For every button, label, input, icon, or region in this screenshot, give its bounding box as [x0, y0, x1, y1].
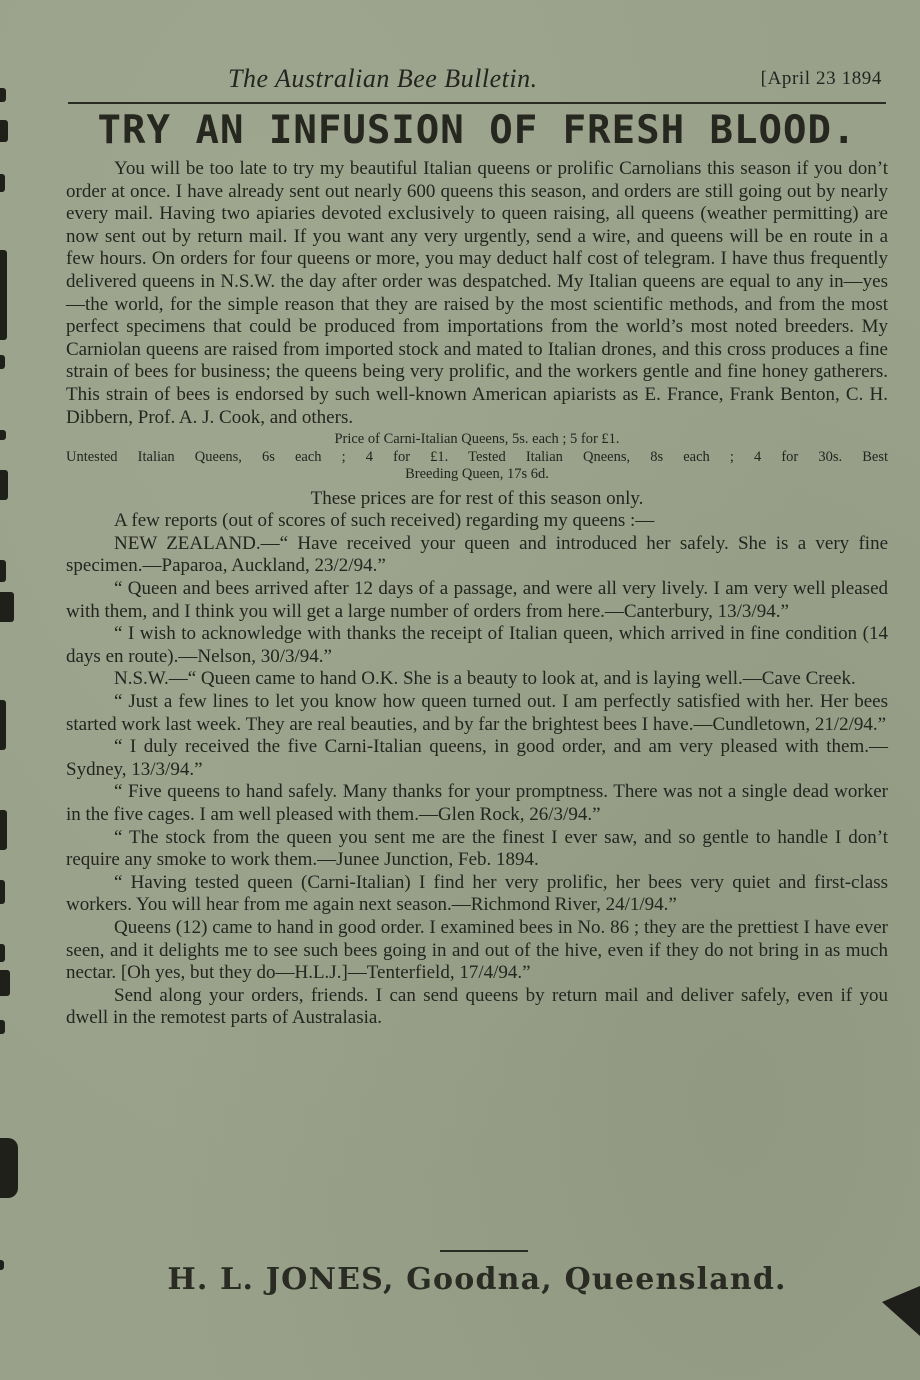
- binding-mark: [0, 810, 7, 850]
- binding-mark: [0, 970, 10, 996]
- signature-divider: [440, 1250, 528, 1252]
- binding-mark: [0, 174, 5, 192]
- testimonial: “ I duly received the five Carni-Italian queens, in good order, and am very pleased with them.—Sydney, 13/3/94.”: [66, 736, 888, 780]
- price-line: Untested Italian Queens, 6s each ; 4 for £1. Tested Italian Qneens, 8s each ; 4 for 30s. Best: [66, 448, 888, 465]
- binding-mark: [0, 430, 6, 440]
- binding-mark: [0, 1260, 4, 1270]
- binding-mark: [0, 592, 14, 622]
- testimonial: N.S.W.—“ Queen came to hand O.K. She is a beauty to look at, and is laying well.—Cave Creek.: [114, 668, 856, 690]
- price-line: Breeding Queen, 17s 6d.: [405, 466, 549, 483]
- testimonial: “ Having tested queen (Carni-Italian) I find her very prolific, her bees very quiet and first-class workers. You will hear from me again next season.—Richmond River, 24/1/94.”: [66, 871, 888, 916]
- running-title: The Australian Bee Bulletin.: [228, 64, 538, 93]
- price-line: Price of Carni-Italian Queens, 5s. each ; 5 for £1.: [334, 431, 620, 448]
- binding-mark: [0, 88, 6, 102]
- intro-paragraph: You will be too late to try my beautiful Italian queens or prolific Carnolians this season if you don’t order at once. I have already sent out nearly 600 queens this season, and orders are still going out by nearly every mail. Having two apiaries devoted exclusively to queen raising, all queens (weather permitting) are now sent out by return mail. If you want any very urgently, send a wire, and queens will be en route in a few hours. On orders for four queens or more, you may deduct half cost of telegram. I have thus frequently delivered queens in N.S.W. the day after order was despatched. My Italian queens are equal to any in—yes—the world, for the simple reason that they are raised by the most scientific methods, and from the most perfect specimens that could be produced from importations from the world’s most noted breeders. My Carniolan queens are raised from imported stock and mated to Italian drones, and this cross produces a fine strain of bees for business; the queens being very prolific, and the workers gentle and fine honey gatherers. This strain of bees is endorsed by such well-known American apiarists as E. France, Frank Benton, C. H. Dibbern, Prof. A. J. Cook, and others.: [66, 158, 888, 428]
- header-rule: [68, 102, 886, 104]
- binding-mark: [0, 1138, 18, 1198]
- season-note: These prices are for rest of this season only.: [310, 487, 644, 509]
- reports-intro: A few reports (out of scores of such received) regarding my queens :—: [114, 510, 655, 532]
- testimonial: “ Five queens to hand safely. Many thanks for your promptness. There was not a single dead worker in the five cages. I am well pleased with them.—Glen Rock, 26/3/94.”: [66, 781, 888, 825]
- binding-mark: [0, 700, 6, 750]
- advertiser-signature: H. L. JONES, Goodna, Queensland.: [167, 1262, 787, 1297]
- binding-mark: [0, 1020, 5, 1034]
- testimonial: “ The stock from the queen you sent me are the finest I ever saw, and so gentle to handle I don’t require any smoke to work them.—Junee Junction, Feb. 1894.: [66, 826, 888, 871]
- price-list: [66, 431, 888, 484]
- issue-date: [April 23 1894: [760, 68, 882, 89]
- testimonial: “ I wish to acknowledge with thanks the receipt of Italian queen, which arrived in fine condition (14 days en route).—Nelson, 30/3/94.”: [66, 623, 888, 667]
- advert-headline: TRY AN INFUSION OF FRESH BLOOD.: [97, 108, 857, 153]
- binding-mark: [0, 250, 7, 340]
- testimonial: Queens (12) came to hand in good order. I examined bees in No. 86 ; they are the prettiest I have ever seen, and it delights me to see such bees going in and out of the hive, even if they do not bring in as much nectar. [Oh yes, but they do—H.L.J.]—Tenterfield, 17/4/94.”: [66, 916, 888, 984]
- testimonial: “ Just a few lines to let you know how queen turned out. I am perfectly satisfied with her. Her bees started work last week. They are real beauties, and by far the brightest bees I have.—Cundletown, 21/2/94.”: [66, 690, 888, 735]
- testimonial: “ Queen and bees arrived after 12 days of a passage, and were all very lively. I am very well pleased with them, and I think you will get a large number of orders from here.—Canterbury, 13/3/94.”: [66, 578, 888, 622]
- binding-mark: [0, 120, 8, 142]
- advert-body: [66, 158, 888, 1030]
- binding-mark: [0, 560, 6, 582]
- closing-paragraph: Send along your orders, friends. I can send queens by return mail and deliver safely, even if you dwell in the remotest parts of Australasia.: [66, 984, 888, 1029]
- binding-mark: [0, 355, 5, 369]
- binding-mark: [0, 470, 8, 500]
- testimonial: NEW ZEALAND.—“ Have received your queen and introduced her safely. She is a very fine specimen.—Paparoa, Auckland, 23/2/94.”: [66, 532, 888, 577]
- binding-mark: [0, 944, 5, 962]
- page-header: [68, 64, 886, 98]
- binding-mark: [0, 880, 5, 904]
